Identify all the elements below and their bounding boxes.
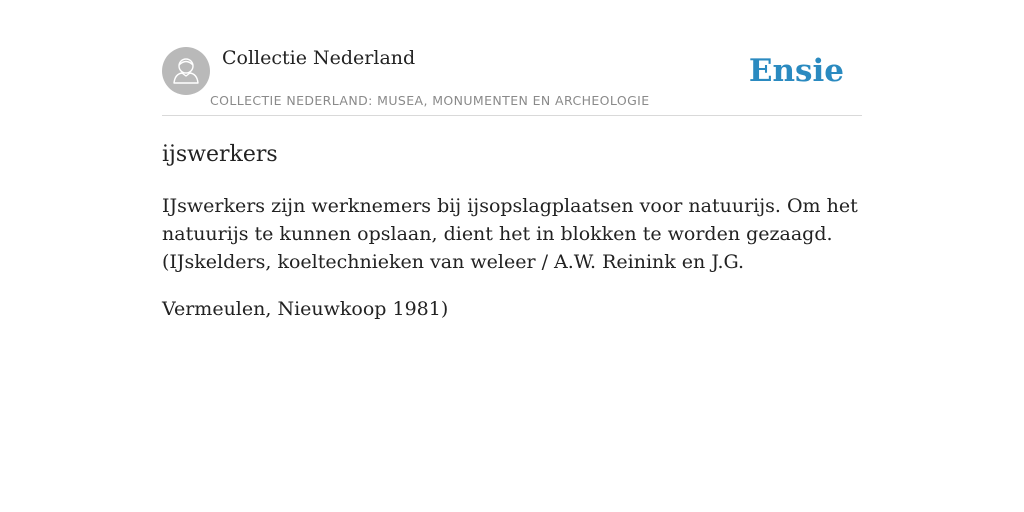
author-subtitle[interactable]: COLLECTIE NEDERLAND: MUSEA, MONUMENTEN EN ARCHEOLOGIE xyxy=(210,93,650,108)
entry-header xyxy=(162,46,862,116)
user-icon xyxy=(162,47,210,95)
entry-paragraph: Vermeulen, Nieuwkoop 1981) xyxy=(162,298,449,320)
entry-paragraph: IJswerkers zijn werknemers bij ijsopslagplaatsen voor natuurijs. Om het natuurijs te kunnen opslaan, dient het in blokken te worden gezaagd. (IJskelders, koeltechnieken van weleer / A.W. Reinink en J.G. xyxy=(162,195,858,273)
author-name[interactable]: Collectie Nederland xyxy=(222,47,416,69)
site-logo[interactable]: Ensie xyxy=(748,53,844,89)
entry-title: ijswerkers xyxy=(162,142,278,167)
avatar[interactable] xyxy=(162,47,210,95)
entry-card xyxy=(162,46,862,323)
